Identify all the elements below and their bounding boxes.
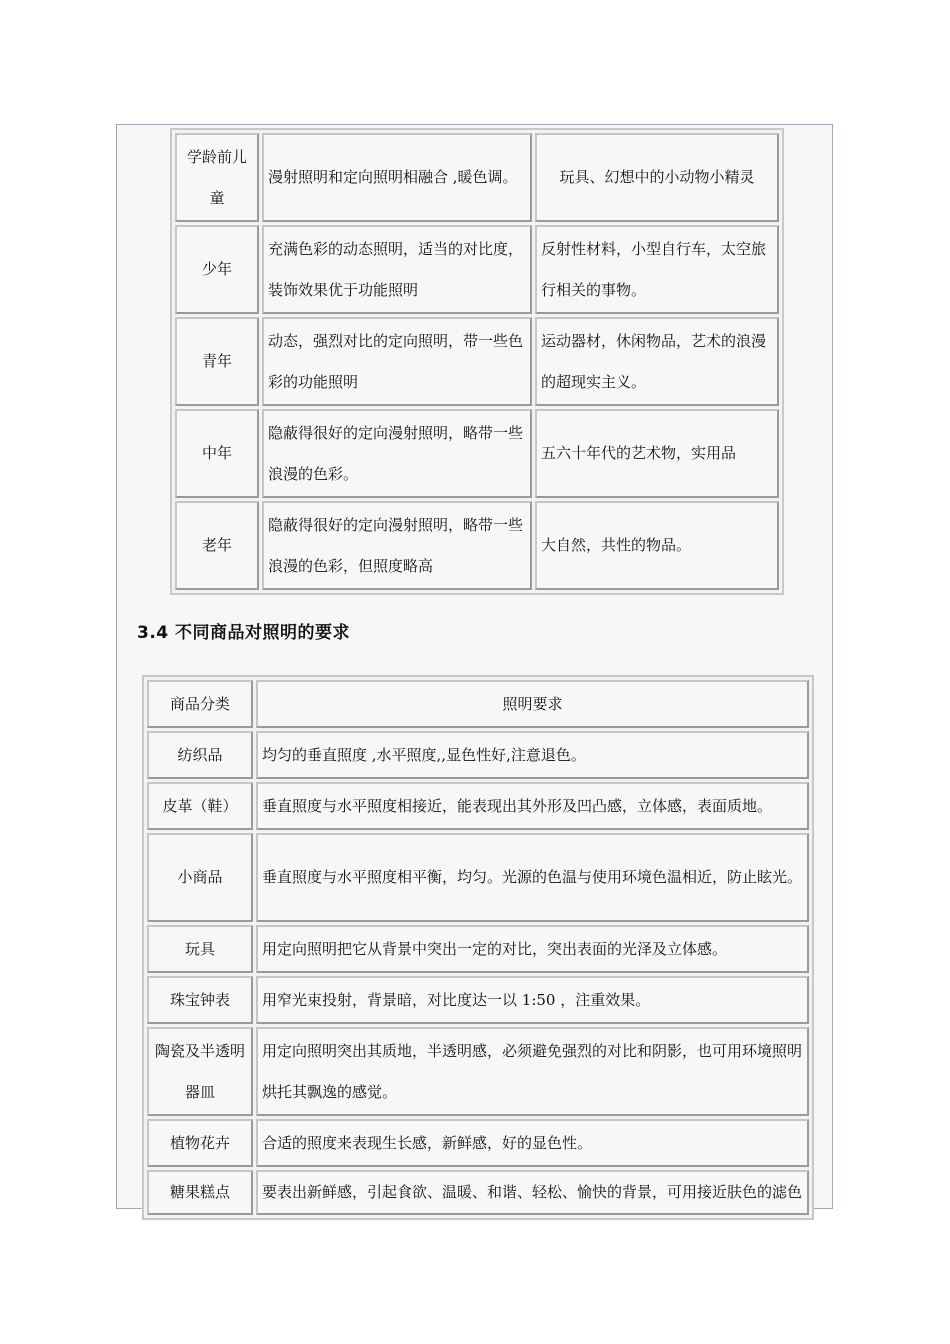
- table-row: [147, 1170, 809, 1215]
- section-heading: 3.4 不同商品对照明的要求: [137, 623, 351, 643]
- category-cell: 植物花卉: [147, 1119, 253, 1167]
- table-row: [147, 976, 809, 1024]
- table-header-row: [147, 680, 809, 728]
- lighting-cell: 动态，强烈对比的定向照明，带一些色彩的功能照明: [262, 317, 532, 406]
- items-cell: 大自然，共性的物品。: [535, 501, 779, 590]
- goods-lighting-table: [142, 675, 814, 1220]
- table-row: [147, 1027, 809, 1116]
- table-row: [175, 501, 779, 590]
- items-cell: 反射性材料，小型自行车，太空旅行相关的事物。: [535, 225, 779, 314]
- age-cell: 青年: [175, 317, 259, 406]
- table-row: [175, 317, 779, 406]
- table-row: [175, 225, 779, 314]
- table-row: [147, 782, 809, 830]
- category-cell: 小商品: [147, 833, 253, 922]
- category-cell: 陶瓷及半透明器皿: [147, 1027, 253, 1116]
- category-cell: 珠宝钟表: [147, 976, 253, 1024]
- age-cell: 老年: [175, 501, 259, 590]
- table-row: [147, 833, 809, 922]
- requirement-cell: 合适的照度来表现生长感，新鲜感，好的显色性。: [256, 1119, 809, 1167]
- category-cell: 纺织品: [147, 731, 253, 779]
- age-lighting-table: [170, 128, 784, 595]
- table-row: [147, 1119, 809, 1167]
- category-cell: 皮革（鞋）: [147, 782, 253, 830]
- age-cell: 学龄前儿童: [175, 133, 259, 222]
- requirement-cell: 用窄光束投射，背景暗，对比度达一以 1:50 ，注重效果。: [256, 976, 809, 1024]
- items-cell: 玩具、幻想中的小动物小精灵: [535, 133, 779, 222]
- requirement-cell: 均匀的垂直照度 ,水平照度,,显色性好,注意退色。: [256, 731, 809, 779]
- requirement-cell: 垂直照度与水平照度相接近，能表现出其外形及凹凸感，立体感，表面质地。: [256, 782, 809, 830]
- requirement-cell: 用定向照明把它从背景中突出一定的对比，突出表面的光泽及立体感。: [256, 925, 809, 973]
- items-cell: 五六十年代的艺术物，实用品: [535, 409, 779, 498]
- column-header-category: 商品分类: [147, 680, 253, 728]
- column-header-requirement: 照明要求: [256, 680, 809, 728]
- category-cell: 糖果糕点: [147, 1170, 253, 1215]
- age-cell: 中年: [175, 409, 259, 498]
- table-row: [175, 133, 779, 222]
- items-cell: 运动器材，休闲物品，艺术的浪漫的超现实主义。: [535, 317, 779, 406]
- lighting-cell: 充满色彩的动态照明，适当的对比度，装饰效果优于功能照明: [262, 225, 532, 314]
- requirement-cell: 用定向照明突出其质地，半透明感，必须避免强烈的对比和阴影，也可用环境照明烘托其飘逸的感觉。: [256, 1027, 809, 1116]
- category-cell: 玩具: [147, 925, 253, 973]
- table-row: [147, 925, 809, 973]
- requirement-cell: 垂直照度与水平照度相平衡，均匀。光源的色温与使用环境色温相近，防止眩光。: [256, 833, 809, 922]
- lighting-cell: 漫射照明和定向照明相融合 ,暖色调。: [262, 133, 532, 222]
- requirement-cell: 要表出新鲜感，引起食欲、温暖、和谐、轻松、愉快的背景，可用接近肤色的滤色: [256, 1170, 809, 1215]
- lighting-cell: 隐蔽得很好的定向漫射照明，略带一些浪漫的色彩，但照度略高: [262, 501, 532, 590]
- table-row: [147, 731, 809, 779]
- table-row: [175, 409, 779, 498]
- age-cell: 少年: [175, 225, 259, 314]
- lighting-cell: 隐蔽得很好的定向漫射照明，略带一些浪漫的色彩。: [262, 409, 532, 498]
